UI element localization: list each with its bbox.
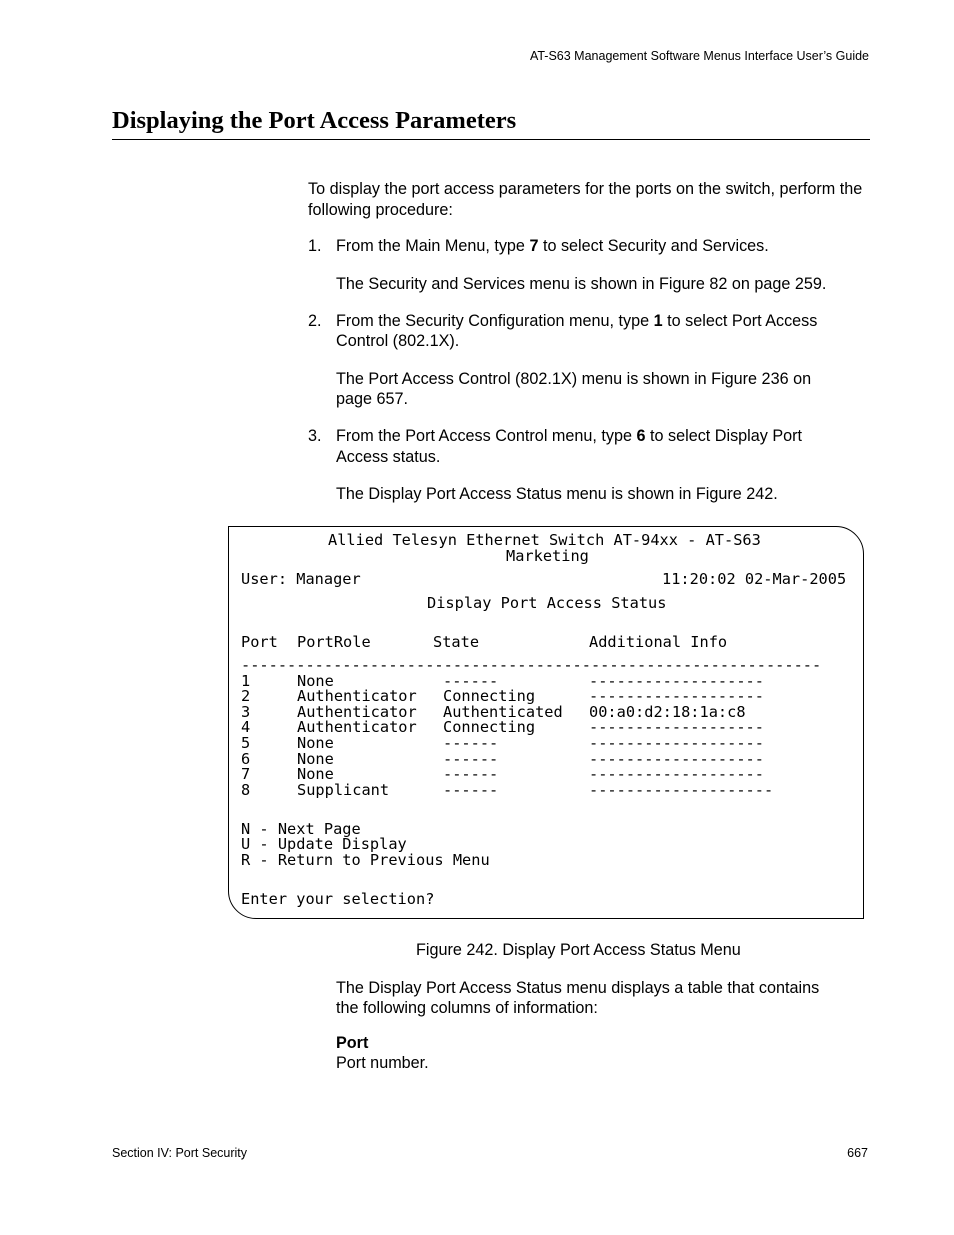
column-header-port: Port xyxy=(241,633,278,651)
row-role: None xyxy=(297,734,334,752)
step-2-note-line2: page 657. xyxy=(336,390,409,408)
step-3-text-line1 xyxy=(336,426,802,447)
row-port: 7 xyxy=(241,765,251,783)
terminal-banner-line1: Allied Telesyn Ethernet Switch AT-94xx - AT-S63 xyxy=(328,531,761,549)
step-2-key: 1 xyxy=(653,312,663,330)
row-port: 8 xyxy=(241,781,251,799)
row-info: -------------------- xyxy=(589,781,774,799)
step-3-text-line2: Access status. xyxy=(336,448,441,466)
column-header-portrole: PortRole xyxy=(297,633,371,651)
step-1-note: The Security and Services menu is shown in Figure 82 on page 259. xyxy=(336,275,827,293)
row-state: Authenticated xyxy=(443,703,563,721)
step-3-key: 6 xyxy=(636,427,646,445)
definition-text: Port number. xyxy=(336,1054,429,1072)
row-state: ------ xyxy=(443,781,499,799)
option-return-previous: R - Return to Previous Menu xyxy=(241,851,490,869)
definition-term: Port xyxy=(336,1034,369,1052)
step-1-key: 7 xyxy=(529,237,539,255)
description-line2: the following columns of information: xyxy=(336,999,598,1017)
step-2-text-pre: From the Security Configuration menu, type xyxy=(336,312,654,330)
row-port: 2 xyxy=(241,687,251,705)
row-port: 5 xyxy=(241,734,251,752)
option-next-page: N - Next Page xyxy=(241,820,361,838)
page-number: 667 xyxy=(847,1146,868,1160)
description-line1: The Display Port Access Status menu displays a table that contains xyxy=(336,979,820,997)
step-1-text-pre: From the Main Menu, type xyxy=(336,237,530,255)
terminal-menu-title: Display Port Access Status xyxy=(427,594,667,612)
running-header: AT-S63 Management Software Menus Interface User’s Guide xyxy=(529,49,869,63)
row-info: ------------------- xyxy=(589,718,764,736)
terminal-datetime: 11:20:02 02-Mar-2005 xyxy=(662,570,847,588)
step-3-text-pre: From the Port Access Control menu, type xyxy=(336,427,637,445)
row-role: Authenticator xyxy=(297,687,417,705)
row-port: 4 xyxy=(241,718,251,736)
row-info: ------------------- xyxy=(589,750,764,768)
section-title: Displaying the Port Access Parameters xyxy=(112,107,517,134)
row-port: 1 xyxy=(241,672,251,690)
terminal-user: User: Manager xyxy=(241,570,361,588)
terminal-banner-line2: Marketing xyxy=(506,547,589,565)
step-1-text xyxy=(336,236,769,257)
step-2-text-line1 xyxy=(336,311,817,332)
row-port: 3 xyxy=(241,703,251,721)
title-rule xyxy=(112,139,870,140)
step-2-note-line1: The Port Access Control (802.1X) menu is shown in Figure 236 on xyxy=(336,370,812,388)
row-port: 6 xyxy=(241,750,251,768)
row-state: Connecting xyxy=(443,687,536,705)
step-3-text-post: to select Display Port xyxy=(645,427,803,445)
row-state: ------ xyxy=(443,734,499,752)
row-role: None xyxy=(297,765,334,783)
row-state: ------ xyxy=(443,750,499,768)
row-info: ------------------- xyxy=(589,734,764,752)
row-role: None xyxy=(297,672,334,690)
row-role: None xyxy=(297,750,334,768)
step-3-note: The Display Port Access Status menu is shown in Figure 242. xyxy=(336,485,778,503)
footer-section: Section IV: Port Security xyxy=(112,1146,248,1160)
row-state: ------ xyxy=(443,672,499,690)
row-role: Supplicant xyxy=(297,781,390,799)
step-1-text-post: to select Security and Services. xyxy=(538,237,769,255)
step-3-number: 3. xyxy=(308,427,322,445)
row-role: Authenticator xyxy=(297,703,417,721)
step-2-text-post: to select Port Access xyxy=(662,312,818,330)
terminal-prompt: Enter your selection? xyxy=(241,890,435,908)
row-info: ------------------- xyxy=(589,765,764,783)
row-info: ------------------- xyxy=(589,687,764,705)
terminal-separator: --------------------------------------------------------------- xyxy=(241,656,822,674)
row-info: ------------------- xyxy=(589,672,764,690)
row-info: 00:a0:d2:18:1a:c8 xyxy=(589,703,746,721)
intro-paragraph: To display the port access parameters for the ports on the switch, perform the following procedure: xyxy=(308,180,863,219)
column-header-additional-info: Additional Info xyxy=(589,633,728,651)
step-1-number: 1. xyxy=(308,237,322,255)
row-state: ------ xyxy=(443,765,499,783)
step-2-number: 2. xyxy=(308,312,322,330)
row-role: Authenticator xyxy=(297,718,417,736)
column-header-state: State xyxy=(433,633,480,651)
figure-caption: Figure 242. Display Port Access Status Menu xyxy=(416,941,741,959)
row-state: Connecting xyxy=(443,718,536,736)
step-2-text-line2: Control (802.1X). xyxy=(336,332,460,350)
option-update-display: U - Update Display xyxy=(241,835,407,853)
